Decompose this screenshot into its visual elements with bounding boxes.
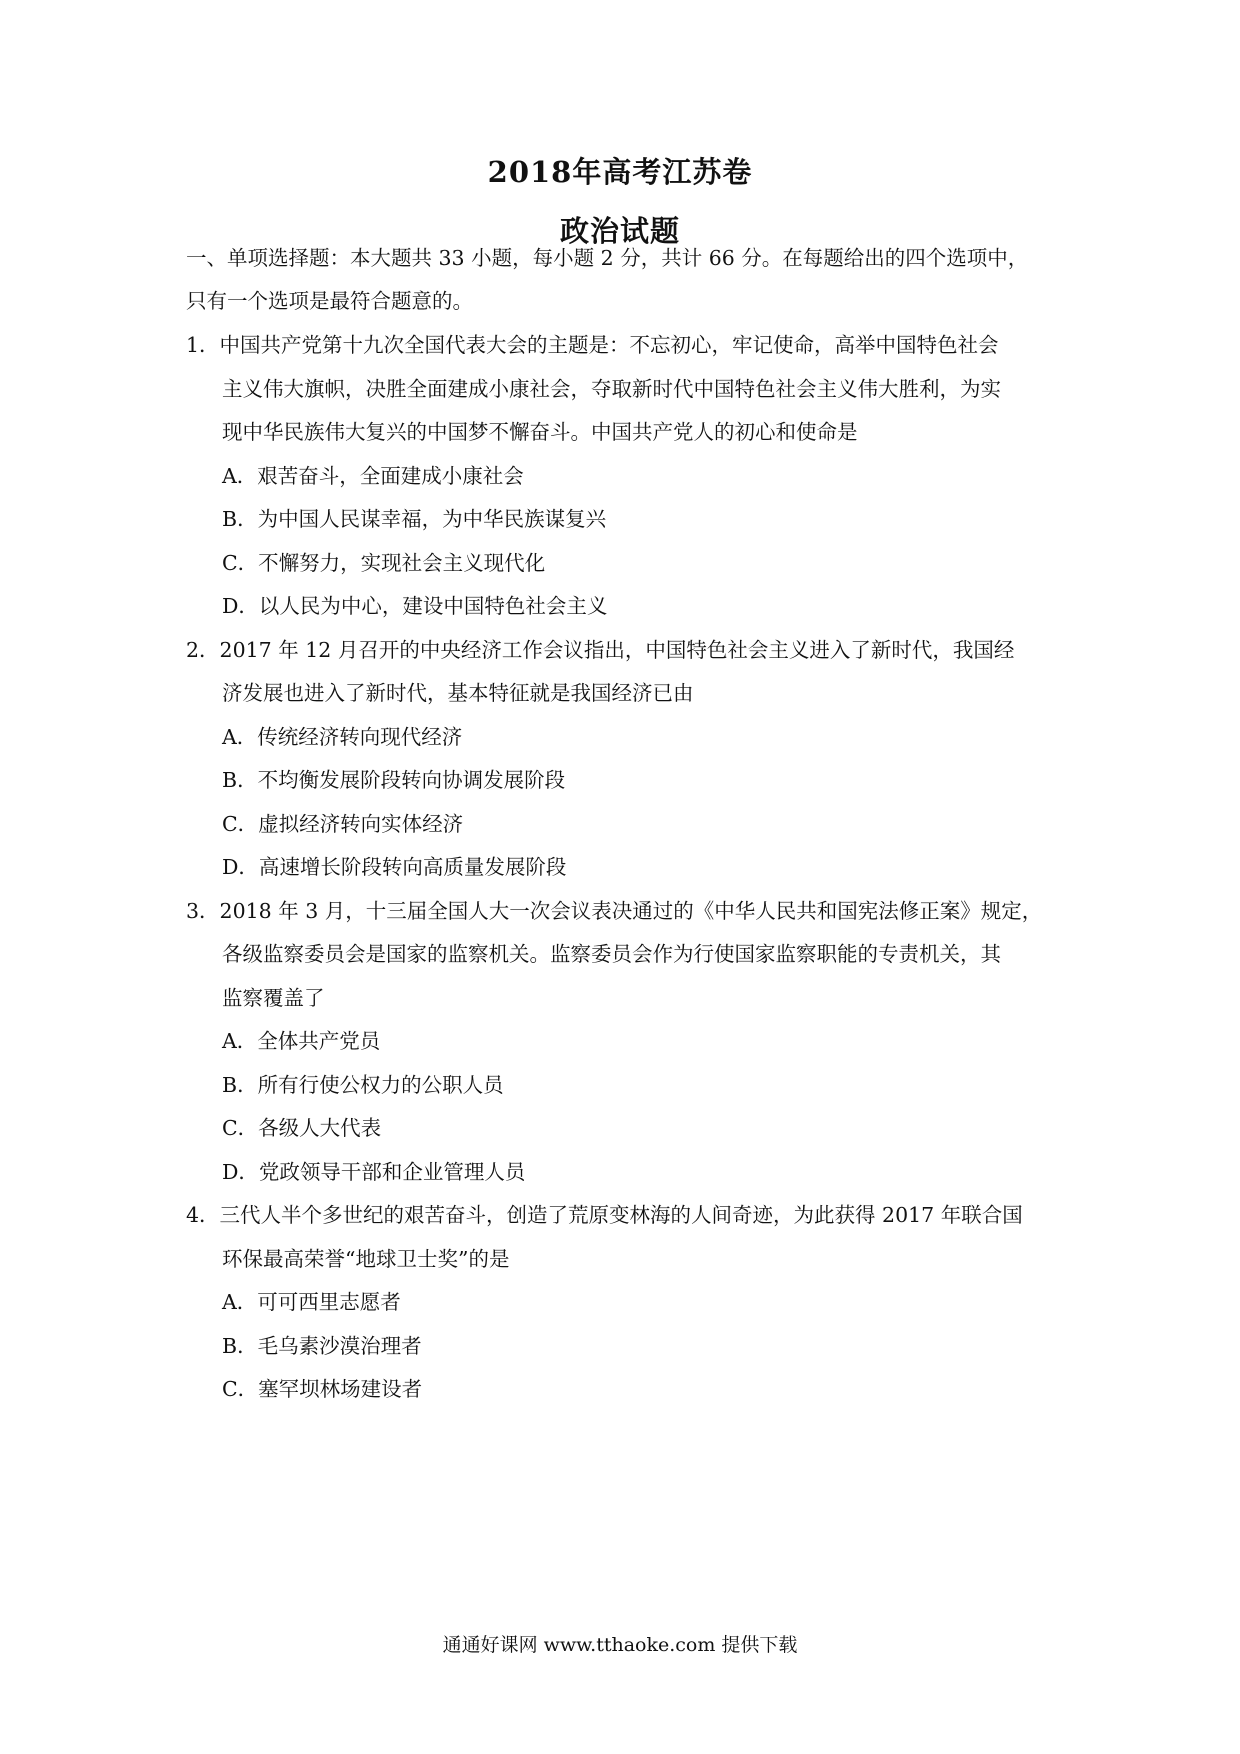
question-4-text-line-1: 4．三代人半个多世纪的艰苦奋斗，创造了荒原变林海的人间奇迹，为此获得 2017 年联合国 <box>186 1203 1023 1227</box>
question-2-option-a: A．传统经济转向现代经济 <box>222 725 463 749</box>
question-1-option-a: A．艰苦奋斗，全面建成小康社会 <box>222 464 524 488</box>
question-2-option-c: C．虚拟经济转向实体经济 <box>222 812 464 836</box>
question-4-option-b: B．毛乌素沙漠治理者 <box>222 1334 422 1358</box>
question-3-option-d: D．党政领导干部和企业管理人员 <box>222 1160 526 1184</box>
question-4-text-line-2: 环保最高荣誉“地球卫士奖”的是 <box>222 1247 510 1271</box>
question-1-text-line-2: 主义伟大旗帜，决胜全面建成小康社会，夺取新时代中国特色社会主义伟大胜利，为实 <box>222 377 1001 401</box>
question-4-option-c: C．塞罕坝林场建设者 <box>222 1377 423 1401</box>
question-1-option-d: D．以人民为中心，建设中国特色社会主义 <box>222 594 608 618</box>
question-3-text-line-3: 监察覆盖了 <box>222 986 325 1010</box>
question-3-option-b: B．所有行使公权力的公职人员 <box>222 1073 504 1097</box>
question-1-option-b: B．为中国人民谋幸福，为中华民族谋复兴 <box>222 507 607 531</box>
question-1-option-c: C．不懈努力，实现社会主义现代化 <box>222 551 546 575</box>
question-3-option-c: C．各级人大代表 <box>222 1116 382 1140</box>
exam-subtitle: 政治试题 <box>559 214 680 248</box>
question-1-text-line-1: 1．中国共产党第十九次全国代表大会的主题是：不忘初心，牢记使命，高举中国特色社会 <box>186 333 999 357</box>
footer-credit: 通通好课网 www.tthaoke.com 提供下载 <box>442 1634 798 1656</box>
question-1-text-line-3: 现中华民族伟大复兴的中国梦不懈奋斗。中国共产党人的初心和使命是 <box>222 420 858 444</box>
question-2-text-line-2: 济发展也进入了新时代，基本特征就是我国经济已由 <box>222 681 694 705</box>
section-instructions-line-2: 只有一个选项是最符合题意的。 <box>186 289 473 313</box>
question-2-option-b: B．不均衡发展阶段转向协调发展阶段 <box>222 768 566 792</box>
exam-title: 2018年高考江苏卷 <box>487 155 753 189</box>
question-2-option-d: D．高速增长阶段转向高质量发展阶段 <box>222 855 567 879</box>
question-2-text-line-1: 2．2017 年 12 月召开的中央经济工作会议指出，中国特色社会主义进入了新时代，我国经 <box>186 638 1015 662</box>
question-3-text-line-1: 3．2018 年 3 月，十三届全国人大一次会议表决通过的《中华人民共和国宪法修正案》规定， <box>186 899 1043 923</box>
question-3-option-a: A．全体共产党员 <box>222 1029 381 1053</box>
section-instructions-line-1: 一、单项选择题：本大题共 33 小题，每小题 2 分，共计 66 分。在每题给出的四个选项中， <box>186 246 1029 270</box>
question-3-text-line-2: 各级监察委员会是国家的监察机关。监察委员会作为行使国家监察职能的专责机关，其 <box>222 942 1001 966</box>
question-4-option-a: A．可可西里志愿者 <box>222 1290 401 1314</box>
